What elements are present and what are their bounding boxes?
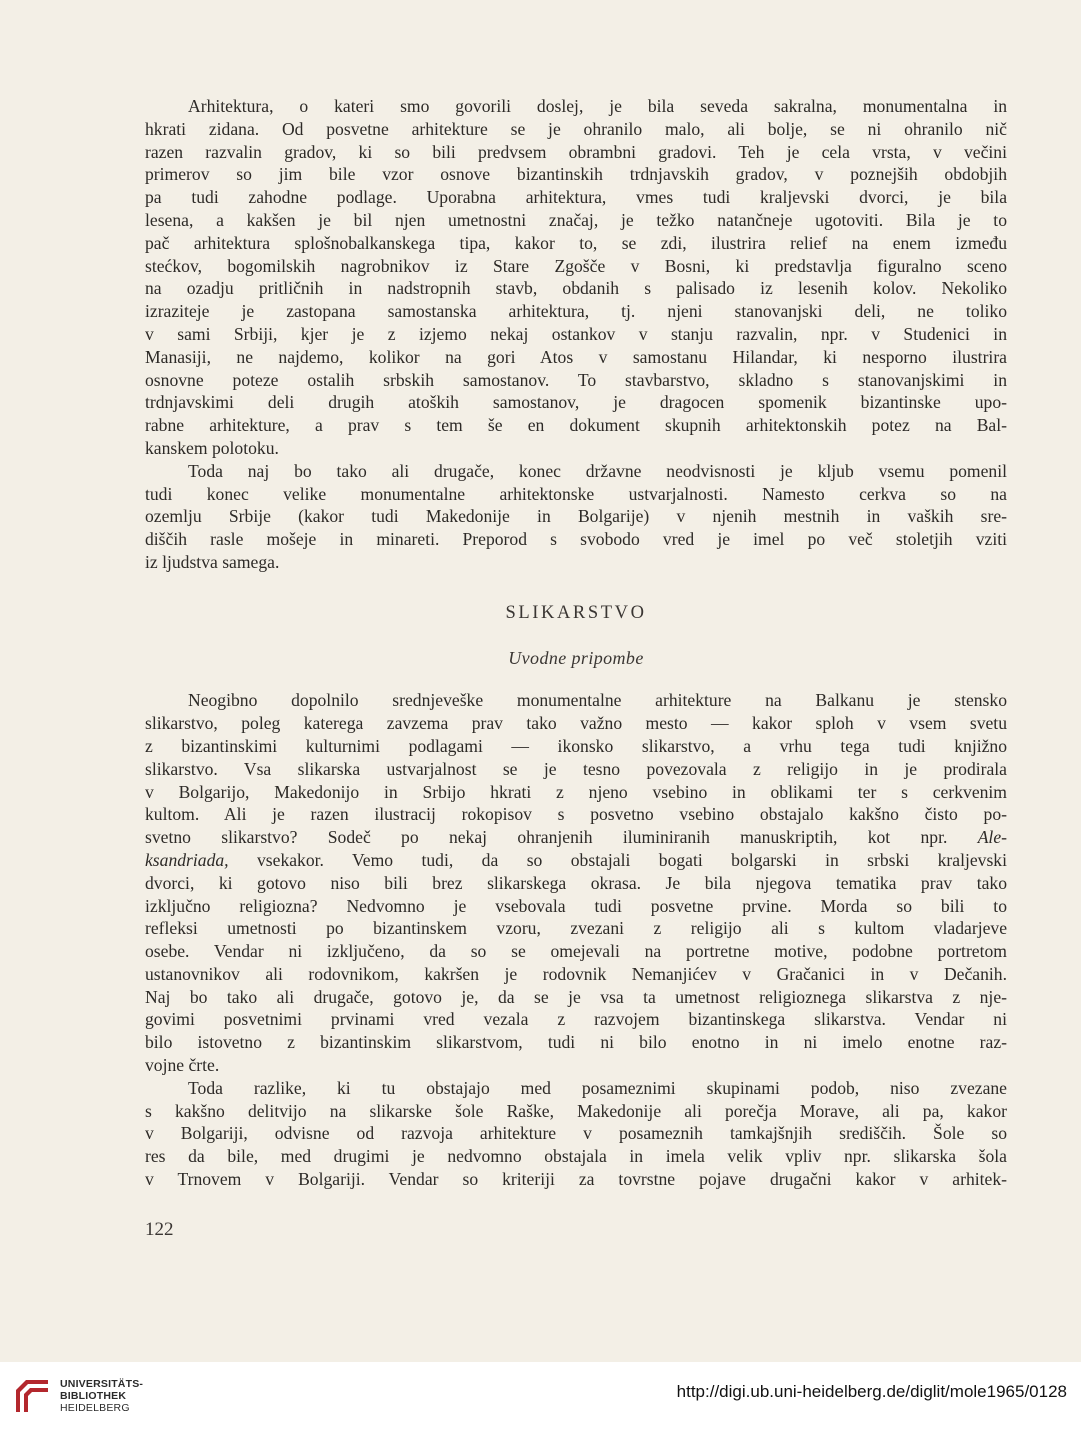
- paragraph-painting-continued: [145, 872, 1007, 1077]
- text-line: stećkov, bogomilskih nagrobnikov iz Stare Zgošče v Bosni, ki predstavlja figuralno sceno: [145, 255, 1007, 276]
- paragraph-painting-intro: [145, 689, 1007, 826]
- text-line: refleksi umetnosti po bizantinskem vzoru, zvezani z religijo ali s kultom vladarjeve: [145, 918, 1007, 939]
- library-name-line: BIBLIOTHEK: [60, 1390, 127, 1402]
- paragraph-differences: [145, 1077, 1007, 1191]
- body-text: [145, 95, 1007, 1191]
- text-line: kanskem polotoku.: [145, 437, 279, 458]
- library-name-line: UNIVERSITÄTS-: [60, 1378, 144, 1390]
- text-line-italic: [145, 849, 1007, 872]
- paragraph-architecture: [145, 95, 1007, 460]
- text-line: Neogibno dopolnilo srednjeveške monumentalne arhitekture na Balkanu je stensko: [188, 690, 1007, 711]
- source-url-link[interactable]: http://digi.ub.uni-heidelberg.de/diglit/mole1965/0128: [676, 1382, 1067, 1401]
- text-line: bilo istovetno z bizantinskim slikarstvom, tudi ni bilo enotno in ni imelo enotne raz-: [145, 1032, 1007, 1053]
- text-line: s kakšno delitvijo na slikarske šole Raške, Makedonije ali porečja Morave, ali pa, kakor: [145, 1100, 1007, 1121]
- text-line: izraziteje je zastopana samostanska arhitektura, tj. njeni stanovanjski deli, ne toliko: [145, 301, 1007, 322]
- text-line: v sami Srbiji, kjer je z izjemo nekaj ostankov v stanju razvalin, npr. v Studenici in: [145, 323, 1007, 344]
- text-line: govimi posvetnimi prvinami vred vezala z razvojem bizantinskega slikarstva. Vendar ni: [145, 1009, 1007, 1030]
- library-name: [60, 1378, 143, 1414]
- text-line: iz ljudstva samega.: [145, 551, 280, 572]
- text-line: trdnjavskimi deli drugih atoških samostanov, je dragocen spomenik bizantinske upo-: [145, 392, 1007, 413]
- text-line: ustanovnikov ali rodovnikom, kakršen je rodovnik Nemanjićev v Gračanici in v Dečanih.: [145, 963, 1007, 984]
- library-logo-icon: [12, 1376, 52, 1416]
- text-line: diščih rasle mošeje in minareti. Preporod s svobodo vred je imel po več stoletjih vziti: [145, 529, 1007, 550]
- text-line: razen razvalin gradov, ki so bili predvsem obrambni gradovi. Teh je cela vrsta, v večini: [145, 141, 1007, 162]
- text-line: res da bile, med drugimi je nedvomno obstajala in imela velik vpliv npr. slikarska šola: [145, 1146, 1007, 1167]
- text-line: tudi konec velike monumentalne arhitektonske ustvarjalnosti. Namesto cerkva so na: [145, 483, 1007, 504]
- text-line: dvorci, ki gotovo niso bili brez slikarskega okrasa. Je bila njegova tematika prav tako: [145, 872, 1007, 893]
- library-name-line: HEIDELBERG: [60, 1402, 130, 1414]
- section-heading: SLIKARSTVO: [505, 602, 647, 623]
- text-line: Naj bo tako ali drugače, gotovo je, da se je vsa ta umetnost religioznega slikarstva z nje-: [145, 986, 1007, 1007]
- text-line: Arhitektura, o kateri smo govorili doslej, je bila seveda sakralna, monumentalna in: [188, 96, 1007, 116]
- text-line: na ozadju pritličnih in nadstropnih stavb, obdanih s palisado iz lesenih kolov. Nekoliko: [145, 278, 1007, 299]
- text-line: v Trnovem v Bolgariji. Vendar so kriteriji za tovrstne pojave drugačni kakor v arhitek-: [145, 1169, 1007, 1190]
- text-line: osnovne poteze ostalih srbskih samostanov. To stavbarstvo, skladno s stanovanjskimi in: [145, 369, 1007, 390]
- text-line: pa tudi zahodne podlage. Uporabna arhitektura, vmes tudi kraljevski dvorci, je bila: [145, 187, 1007, 208]
- text-line: rabne arhitekture, a prav s tem še en dokument skupnih arhitektonskih potez na Bal-: [145, 415, 1007, 436]
- section-subheading: Uvodne pripombe: [508, 647, 644, 668]
- text-line: slikarstvo, poleg katerega zavzema prav tako važno mesto — kakor sploh v vsem svetu: [145, 713, 1007, 734]
- text-line-italic: [145, 826, 1007, 849]
- text-line: Manasiji, ne najdemo, kolikor na gori Atos v samostanu Hilandar, ki nesporno ilustrira: [145, 346, 1007, 367]
- text-line: lesena, a kakšen je bil njen umetnostni značaj, je težko natančneje ugotoviti. Bila je to: [145, 209, 1007, 230]
- text-line: pač arhitektura splošnobalkanskega tipa, kakor to, se zdi, ilustrira relief na enem između: [145, 232, 1007, 253]
- text-line: hkrati zidana. Od posvetne arhitekture se je ohranilo malo, ali bolje, se ni ohranilo nič: [145, 118, 1007, 139]
- text-line: ozemlju Srbije (kakor tudi Makedonije in Bolgarije) v njenih mestnih in vaških sre-: [145, 506, 1007, 527]
- text-line: slikarstvo. Vsa slikarska ustvarjalnost se je tesno povezovala z religijo in je prodirala: [145, 758, 1007, 779]
- text-line: vojne črte.: [145, 1055, 220, 1076]
- text-line: kultom. Ali je razen ilustracij rokopisov s posvetno vsebino obstajalo kakšno čisto po-: [145, 804, 1007, 825]
- italic-title-part: Ale-: [977, 827, 1007, 848]
- text-fragment: vsekakor. Vemo tudi, da so obstajali bogati bolgarski in srbski kraljevski: [228, 849, 1007, 870]
- page-number: 122: [145, 1219, 174, 1240]
- footer-bar: [0, 1362, 1081, 1446]
- text-line: primerov so jim bile vzor osnove bizantinskih trdnjavskih gradov, v poznejših obdobjih: [145, 164, 1007, 185]
- text-line: Toda razlike, ki tu obstajajo med posameznimi skupinami podob, niso zvezane: [188, 1077, 1007, 1098]
- text-fragment: svetno slikarstvo? Sodeč po nekaj ohranjenih iluminiranih manuskriptih, kot npr.: [145, 827, 978, 848]
- text-line: z bizantinskimi kulturnimi podlagami — ikonsko slikarstvo, a vrhu tega tudi knjižno: [145, 735, 1007, 756]
- text-line: v Bolgarijo, Makedonijo in Srbijo hkrati z njeno vsebino in oblikami ter s cerkvenim: [145, 781, 1007, 802]
- paragraph-independence: [145, 460, 1007, 574]
- italic-title-part: ksandriada,: [145, 849, 229, 870]
- text-line: Toda naj bo tako ali drugače, konec državne neodvisnosti je kljub vsemu pomenil: [188, 460, 1007, 481]
- text-line: v Bolgariji, odvisne od razvoja arhitekture v posameznih tamkajšnjih središčih. Šole so: [145, 1123, 1007, 1144]
- text-line: osebe. Vendar ni izključeno, da so se omejevali na portretne motive, podobne portretom: [145, 941, 1007, 962]
- text-line: izključno religiozna? Nedvomno je vsebovala tudi posvetne prvine. Morda so bili to: [145, 895, 1007, 916]
- library-logo[interactable]: [12, 1376, 143, 1416]
